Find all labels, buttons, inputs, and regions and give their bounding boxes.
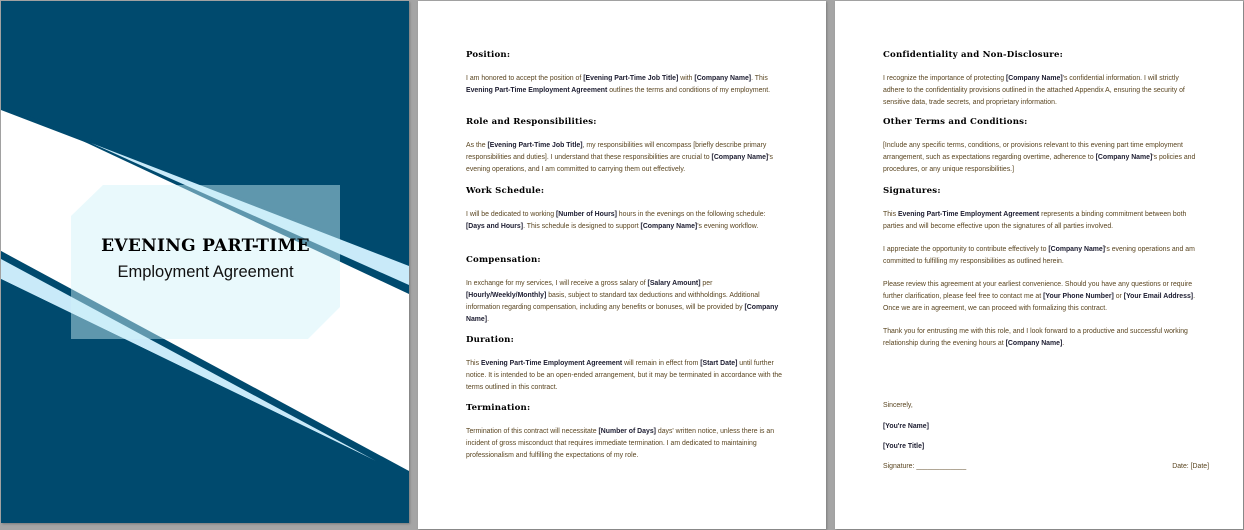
placeholder-text: [Evening Part-Time Job Title] [583,75,679,82]
body-text: per [700,280,713,287]
placeholder-text: [Your Phone Number] [1043,293,1114,300]
section-paragraph [466,278,784,326]
cover-page [1,1,409,523]
section [466,117,784,176]
section [883,186,1201,350]
body-text: . Once we are in agreement, we can proceed with formalizing this contract. [883,293,1196,312]
section [466,255,784,326]
placeholder-text: [Company Name] [640,223,698,230]
document-page-2 [418,1,826,529]
section-heading: Signatures: [883,186,941,196]
body-text: with [678,75,695,82]
section-paragraph [883,209,1201,233]
cover-graphic [1,1,409,523]
body-text: Termination of this contract will necessitate [466,428,599,435]
section-paragraph [466,209,784,233]
section-heading: Position: [466,50,511,60]
closing: Sincerely, [883,402,913,409]
signer-title: [You're Title] [883,443,925,450]
cover-title: EVENING PART-TIME [101,236,310,256]
section-paragraph [883,279,1201,315]
section [883,117,1201,176]
document-page-3 [835,1,1243,529]
section-heading: Work Schedule: [466,186,545,196]
section-heading: Duration: [466,335,514,345]
placeholder-text: Evening Part-Time Employment Agreement [480,360,623,367]
section [466,403,784,462]
body-text: 's confidential information. I will strictly adhere to the confidentiality provisions outlined in the attached Appendix A, ensuring the security of sensitive data, trade secrets, and proprietary information. [883,75,1185,106]
body-text: . [487,316,489,323]
body-text: . This schedule is designed to support [523,223,641,230]
body-text: This [883,211,898,218]
body-text: or [1113,293,1124,300]
body-text: As the [466,142,488,149]
section [466,50,784,97]
cover-subtitle: Employment Agreement [117,263,294,281]
body-text: Thank you for entrusting me with this role, and I look forward to a productive and successful working relationship during the evening hours at [883,328,1188,347]
body-text: represents a binding commitment between both parties and will become effective upon the signatures of all parties involved. [883,211,1187,230]
placeholder-text: Evening Part-Time Employment Agreement [466,87,608,94]
placeholder-text: [Company Name] [711,154,769,161]
body-text: 's evening operations, and I am committed to carrying them out effectively. [466,154,773,173]
placeholder-text: [Company Name] [1005,75,1063,82]
body-text: , my responsibilities will encompass [briefly describe primary responsibilities and duties]. I understand that these responsibilities are crucial to [466,142,767,161]
body-text: 's evening operations and am committed to fulfilling my responsibilities as outlined herein. [883,246,1195,265]
placeholder-text: [Salary Amount] [647,280,701,287]
section-paragraph [883,326,1201,350]
section-paragraph [466,73,784,97]
placeholder-text: [Days and Hours] [466,223,524,230]
section-heading: Role and Responsibilities: [466,117,597,127]
section-paragraph [883,244,1201,268]
body-text: basis, subject to standard tax deductions and withholdings. Additional information regarding compensation, including any benefits or bonuses, will be provided by [466,292,760,311]
body-text: [Include any specific terms, conditions, or provisions relevant to this evening part time employment arrangement, such as expectations regarding overtime, adherence to [883,142,1183,161]
placeholder-text: [Company Name] [694,75,752,82]
placeholder-text: [Hourly/Weekly/Monthly] [466,292,547,299]
section [883,50,1201,109]
body-text: hours in the evenings on the following schedule: [616,211,766,218]
body-text: I appreciate the opportunity to contribute effectively to [883,246,1049,253]
placeholder-text: [Company Name] [1095,154,1153,161]
section-heading: Other Terms and Conditions: [883,117,1028,127]
section-heading: Termination: [466,403,531,413]
body-text: . This [751,75,768,82]
signoff-block [883,400,1209,473]
placeholder-text: [Company Name] [466,304,779,323]
body-text: . [1062,340,1065,347]
section-paragraph [466,426,784,462]
body-text: I recognize the importance of protecting [883,75,1006,82]
placeholder-text: [Start Date] [700,360,738,367]
body-text: outlines the terms and conditions of my employment. [607,87,771,94]
body-text: In exchange for my services, I will receive a gross salary of [466,280,648,287]
signer-name: [You're Name] [883,423,929,430]
section-paragraph [466,140,784,176]
body-text: will remain in effect from [622,360,701,367]
body-text: 's policies and procedures, or any unique responsibilities.] [883,154,1196,173]
placeholder-text: [Evening Part-Time Job Title] [487,142,583,149]
signature-line: Signature: _____________ [883,463,967,470]
body-text: 's evening workflow. [697,223,759,230]
body-text: This [466,360,481,367]
body-text: until further notice. It is intended to be an open-ended arrangement, but it may be terminated in accordance with the terms outlined in this contract. [466,360,783,391]
section-paragraph [883,140,1201,176]
body-text: Please review this agreement at your earliest convenience. Should you have any questions or require further clarification, please feel free to contact me at [883,281,1193,300]
placeholder-text: [Number of Hours] [556,211,617,218]
placeholder-text: [Number of Days] [598,428,656,435]
placeholder-text: [Your Email Address] [1123,293,1194,300]
date-field: Date: [Date] [1172,463,1209,470]
body-text: days' written notice, unless there is an incident of gross misconduct that requires immediate termination. I am dedicated to maintaining professionalism and fulfilling the expectations of my role. [466,428,775,459]
placeholder-text: [Company Name] [1005,340,1063,347]
section-heading: Compensation: [466,255,541,265]
section-paragraph [883,73,1201,109]
section-heading: Confidentiality and Non-Disclosure: [883,50,1064,60]
section [466,186,784,233]
title-box [71,185,340,339]
body-text: I will be dedicated to working [466,211,557,218]
section [466,335,784,394]
body-text: I am honored to accept the position of [466,75,584,82]
placeholder-text: Evening Part-Time Employment Agreement [897,211,1040,218]
section-paragraph [466,358,784,394]
placeholder-text: [Company Name] [1048,246,1106,253]
